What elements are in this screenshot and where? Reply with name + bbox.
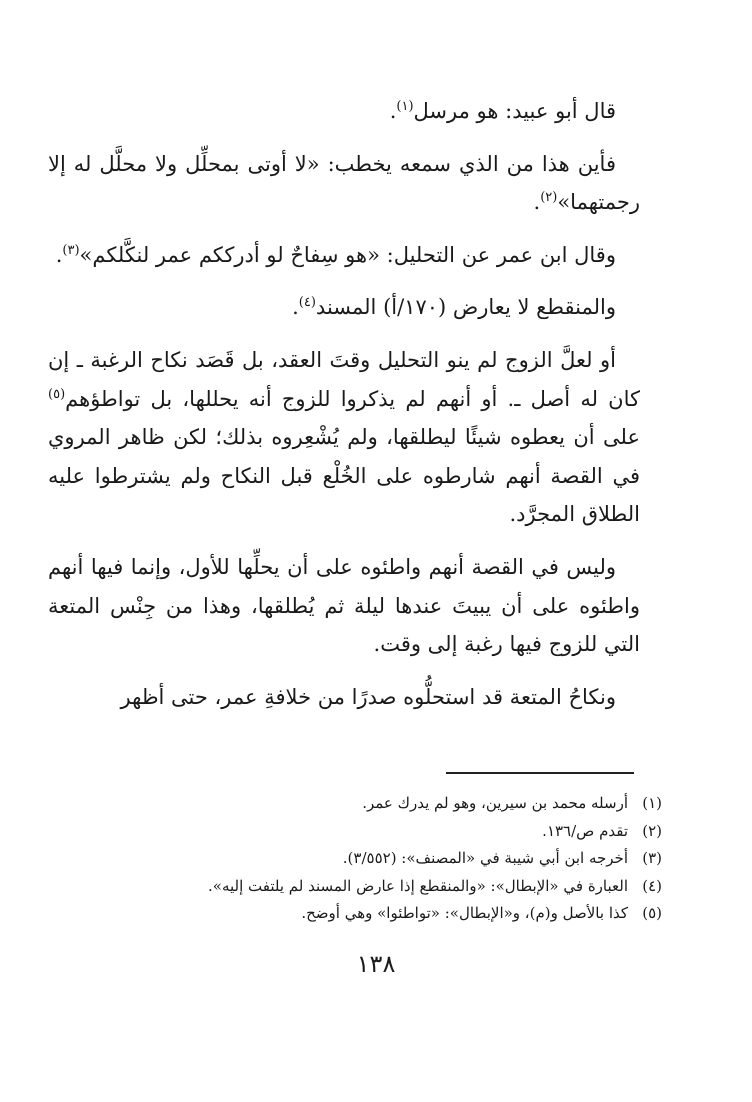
footnote-ref: (٥) [48,386,66,402]
paragraph-text: فأين هذا من الذي سمعه يخطب: «لا أوتى بمحلِّل ولا محلَّل له إلا رجمتهما» [48,151,640,215]
footnote-number: (٤) [642,876,662,895]
paragraph-text: قال أبو عبيد: هو مرسل [413,99,616,123]
paragraph-text: وليس في القصة أنهم واطئوه على أن يحلِّها للأول، وإنما فيها أنهم واطئوه على أن يبيتَ عندها ليلة ثم يُطلقها، وهذا من جِنْس المتعة التي للزوج فيها رغبة إلى وقت. [48,554,640,657]
footnote-text: تقدم ص/١٣٦. [542,821,628,840]
footnote-number: (١) [642,794,662,812]
paragraph-text: ونكاحُ المتعة قد استحلُّوه صدرًا من خلافةِ عمر، حتى أظهر [120,684,616,709]
paragraph-6 [48,548,640,664]
footnote-5 [62,900,662,928]
paragraph-text: والمنقطع لا يعارض (١٧٠/أ) المسند [315,295,616,320]
paragraph-text: أو لعلَّ الزوج لم ينو التحليل وقتَ العقد، بل قَصَد نكاح الرغبة ـ إن كان له أصل ـ. أو أنهم لم يذكروا للزوج أنه يحللها، بل تواطؤهم [48,347,640,411]
footnote-text: أخرجه ابن أبي شيبة في «المصنف»: (٣/٥٥٢). [342,849,628,867]
footnote-1 [62,790,662,818]
paragraph-7 [48,678,640,717]
paragraph-tail: . [292,295,299,320]
paragraph-3 [48,236,640,275]
footnote-ref: (٣) [62,242,80,258]
paragraph-1 [48,92,640,131]
paragraph-tail: . [55,242,63,267]
footnote-3 [62,845,662,873]
page-number: ١٣٨ [356,950,396,978]
paragraph-5 [48,341,640,534]
footnote-ref: (١) [396,99,414,114]
paragraph-2 [48,145,640,222]
footnote-text: العبارة في «الإبطال»: «والمنقطع إذا عارض المسند لم يلتفت إليه». [208,876,628,895]
footnote-2 [62,818,662,846]
paragraph-tail: . [533,190,541,215]
footnote-4 [62,873,662,901]
paragraph-4 [48,288,640,327]
paragraph-tail: . [389,99,397,123]
main-text [48,92,640,730]
footnote-ref: (٢) [540,190,558,206]
paragraph-tail: على أن يعطوه شيئًا ليطلقها، ولم يُشْعِروه بذلك؛ لكن ظاهر المروي في القصة أنهم شارطوه على الخُلْع قبل النكاح ولم يشترطوا عليه الطلاق المجرَّد. [48,425,640,527]
footnote-number: (٢) [642,821,662,840]
footnote-ref: (٤) [298,295,316,311]
footnote-text: أرسله محمد بن سيرين، وهو لم يدرك عمر. [362,794,628,812]
footnote-text: كذا بالأصل و(م)، و«الإبطال»: «تواطئوا» وهي أوضح. [301,904,628,922]
footnotes [62,790,662,928]
footnote-number: (٥) [642,904,662,922]
footnote-number: (٣) [642,849,662,867]
paragraph-text: وقال ابن عمر عن التحليل: «هو سِفاحٌ لو أدرككم عمر لنكَّلكم» [79,242,616,267]
footnote-separator [446,772,634,774]
